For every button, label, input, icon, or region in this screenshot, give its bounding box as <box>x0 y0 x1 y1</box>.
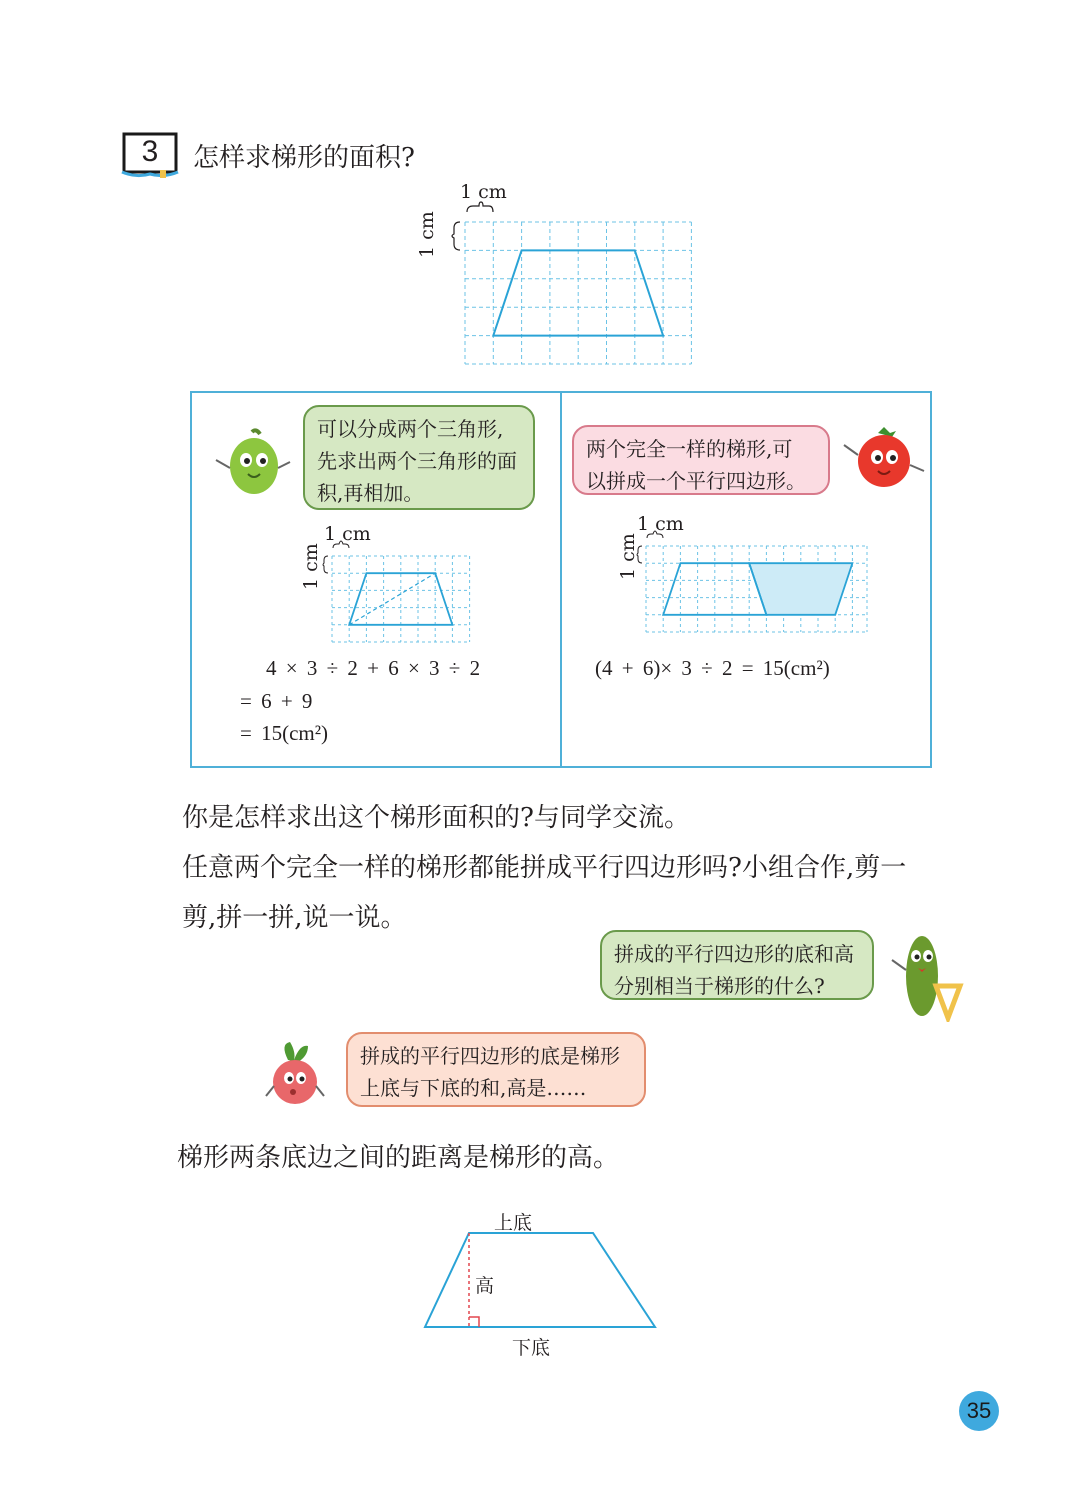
discussion-question: 你是怎样求出这个梯形面积的?与同学交流。 <box>182 803 690 833</box>
cucumber-speech-bubble <box>600 930 874 1000</box>
speech-line: 上底与下底的和,高是…… <box>360 1076 587 1100</box>
tomato-character-icon <box>838 425 930 495</box>
radish-character-icon <box>262 1038 330 1110</box>
speech-line: 分别相当于梯形的什么? <box>614 974 825 998</box>
top-trapezoid-figure <box>440 200 700 370</box>
problem-number: 3 <box>141 135 159 168</box>
unit-label-vertical: 1 cm <box>416 211 438 258</box>
speech-line: 两个完全一样的梯形,可 <box>586 437 793 461</box>
left-formula-line-3: = 15(cm²) <box>240 721 329 745</box>
right-unit-horizontal: 1 cm <box>637 513 684 535</box>
group-task-line-2: 剪,拼一拼,说一说。 <box>182 903 407 933</box>
unit-label-horizontal: 1 cm <box>460 181 507 203</box>
left-divided-trapezoid <box>320 538 480 646</box>
labeled-trapezoid-diagram <box>415 1225 665 1335</box>
speech-line: 积,再相加。 <box>317 481 424 505</box>
top-base-label: 上底 <box>494 1212 533 1234</box>
page-number: 35 <box>959 1391 999 1431</box>
cucumber-character-icon <box>888 930 968 1022</box>
pepper-character-icon <box>210 428 294 500</box>
left-unit-vertical: 1 cm <box>300 543 322 590</box>
right-parallelogram-figure <box>634 528 874 636</box>
speech-line: 拼成的平行四边形的底和高 <box>614 942 854 966</box>
right-unit-vertical: 1 cm <box>617 533 639 580</box>
right-formula: (4 + 6)× 3 ÷ 2 = 15(cm²) <box>595 656 830 680</box>
speech-line: 可以分成两个三角形, <box>317 417 504 441</box>
group-task-line-1: 任意两个完全一样的梯形都能拼成平行四边形吗?小组合作,剪一 <box>182 853 907 883</box>
speech-line: 先求出两个三角形的面 <box>317 449 517 473</box>
problem-badge <box>120 132 180 180</box>
height-definition: 梯形两条底边之间的距离是梯形的高。 <box>177 1143 620 1173</box>
speech-line: 以拼成一个平行四边形。 <box>586 469 806 493</box>
height-label: 高 <box>475 1275 495 1297</box>
left-formula-line-1: 4 × 3 ÷ 2 + 6 × 3 ÷ 2 <box>266 656 481 680</box>
bottom-base-label: 下底 <box>512 1337 551 1359</box>
problem-question: 怎样求梯形的面积? <box>193 143 415 173</box>
panel-divider <box>560 391 562 768</box>
pepper-speech-bubble <box>303 405 535 510</box>
left-formula-line-2: = 6 + 9 <box>240 689 313 713</box>
left-unit-horizontal: 1 cm <box>324 523 371 545</box>
radish-speech-bubble <box>346 1032 646 1107</box>
tomato-speech-bubble <box>572 425 830 495</box>
speech-line: 拼成的平行四边形的底是梯形 <box>360 1044 620 1068</box>
